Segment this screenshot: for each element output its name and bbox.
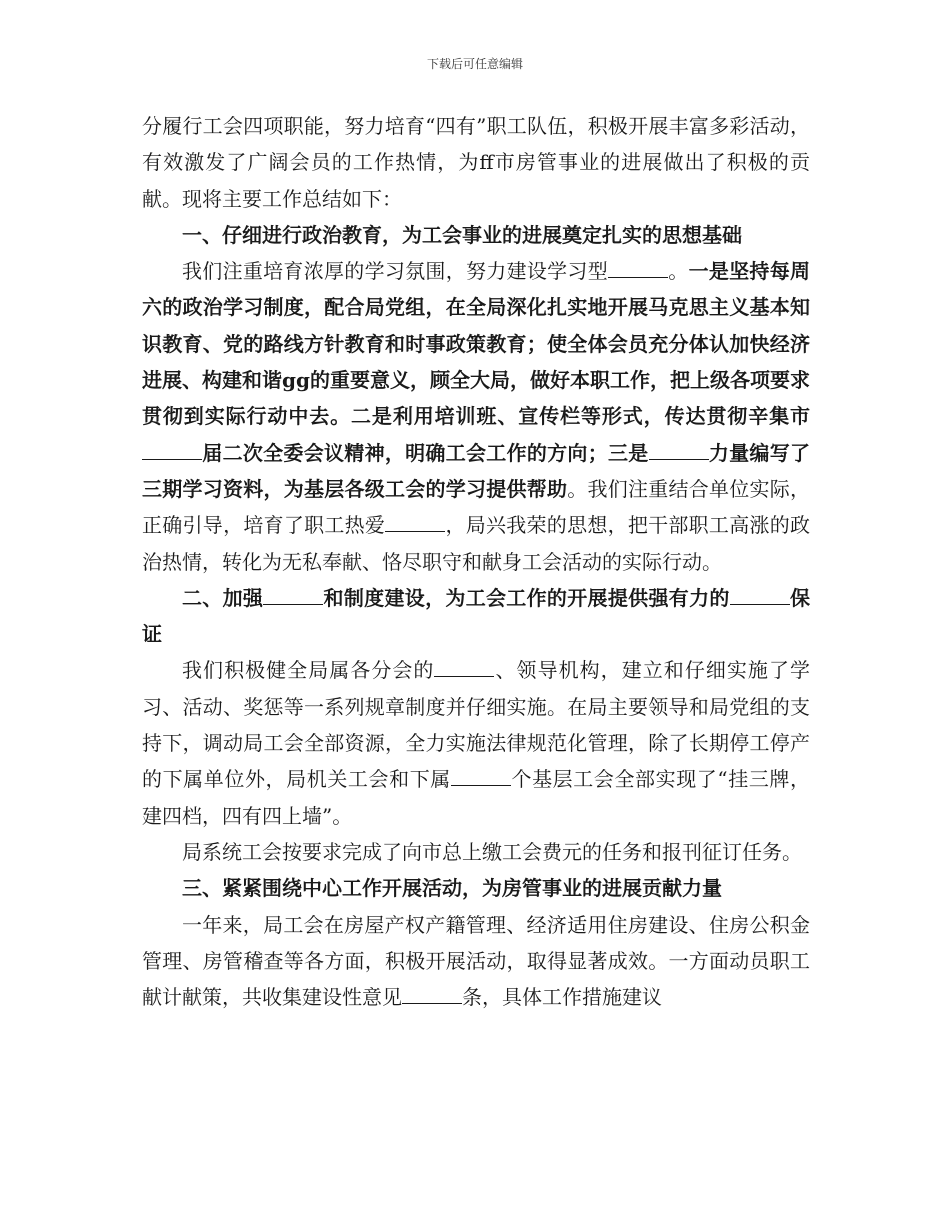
page-header: 下载后可任意编辑 xyxy=(426,57,523,71)
text-run: 个基层工会全部实现了“挂三牌，建四档，四有四上墙”。 xyxy=(142,767,810,828)
text-run: 、领导机构，建立和仔细实施了学习、活动、奖惩等一系列规章制度并仔细实施。在局主要领导和局党组的支持下，调动局工会全部资源，全力实施法律规范化管理，除了长期停工停产的下属单位外，局机关工会和下属 xyxy=(142,658,811,792)
paragraph-organization xyxy=(142,652,810,833)
paragraph-intro: 分履行工会四项职能，努力培育“四有”职工队伍，积极开展丰富多彩活动，有效激发了广阔会员的工作热情，为ff市房管事业的进展做出了积极的贡献。现将主要工作总结如下： xyxy=(142,114,810,211)
text-run: 一年来，局工会在房屋产权产籍管理、经济适用住房建设、住房公积金管理、房管稽查等各方面，积极开展活动，取得显著成效。一方面动员职工献计献策，共收集建设性意见 xyxy=(142,912,810,1010)
text-run: 。 xyxy=(668,259,689,284)
text-run: ，局兴我荣的思想，把干部职工高涨的政治热情，转化为无私奉献、恪尽职守和献身工会活动的实际行动。 xyxy=(142,513,811,574)
heading-run: 和制度建设，为工会工作的开展提供强有力的 xyxy=(323,585,730,610)
blank-field xyxy=(730,586,790,605)
paragraph-political-education xyxy=(142,253,810,580)
text-run: 我们积极健全局属各分会的 xyxy=(182,658,435,683)
bold-text-run: 一是坚持每周六的政治学习制度，配合局党组，在全局深化扎实地开展马克思主义基本知识教育、党的路线方针教育和时事政策教育；使全体会员充分体认加快经济进展、构建和谐gg的重要意义，顾全大局，做好本职工作，把上级各项要求贯彻到实际行动中去。二是利用培训班、宣传栏等形式，传达贯彻辛集市 xyxy=(142,259,811,429)
blank-field xyxy=(402,985,462,1004)
document-body xyxy=(142,108,810,1015)
text-run: 。我们注重结合单位实际，正确引导，培育了职工热爱 xyxy=(142,476,810,538)
section-heading-2 xyxy=(142,580,810,653)
bold-text-run: 届二次全委会议精神，明确工会工作的方向；三是 xyxy=(202,440,649,465)
blank-field xyxy=(142,441,202,460)
heading-run: 保证 xyxy=(142,585,811,647)
blank-field xyxy=(608,259,668,278)
blank-field xyxy=(649,441,709,460)
section-heading-1: 一、仔细进行政治教育，为工会事业的进展奠定扎实的思想基础 xyxy=(182,222,742,247)
blank-field xyxy=(385,513,445,532)
paragraph-dues: 局系统工会按要求完成了向市总上缴工会费元的任务和报刊征订任务。 xyxy=(182,839,802,864)
blank-field xyxy=(263,586,323,605)
blank-field xyxy=(434,658,494,677)
section-heading-3: 三、紧紧围绕中心工作开展活动，为房管事业的进展贡献力量 xyxy=(182,876,722,901)
text-run: 我们注重培育浓厚的学习氛围，努力建设学习型 xyxy=(182,259,608,284)
bold-text-run: 力量编写了三期学习资料，为基层各级工会的学习提供帮助 xyxy=(142,440,811,501)
heading-run: 二、加强 xyxy=(182,585,264,610)
paragraph-activities xyxy=(142,907,810,1016)
blank-field xyxy=(451,767,511,786)
text-run: 条，具体工作措施建议 xyxy=(462,985,662,1010)
